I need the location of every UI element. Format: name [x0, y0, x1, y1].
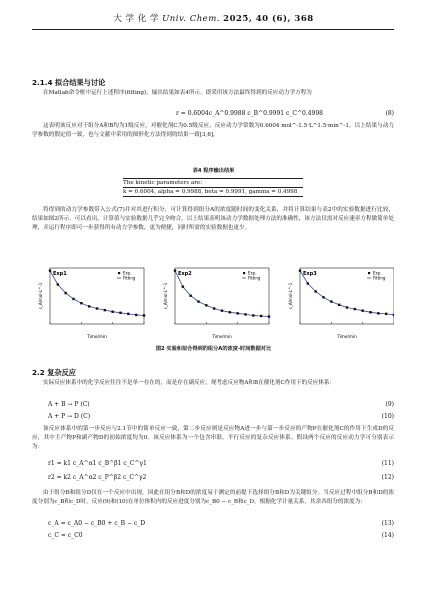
exp-point	[260, 315, 262, 317]
paragraph-fit-intro: 在Matlab命令框中运行上述程序(fitting)，输出结果如表4所示。即采用该方法最终得到的反应动力学方程为	[43, 90, 312, 96]
exp-point	[369, 311, 371, 313]
x-axis-label: Time/min	[212, 334, 232, 339]
exp-point	[307, 282, 309, 284]
exp-point	[361, 309, 363, 311]
exp-point	[88, 305, 90, 307]
equation-13: c_A = c_A0 − c_B0 + c_B − c_D	[48, 520, 146, 527]
panel-label: Exp3	[303, 271, 317, 277]
exp-point	[205, 304, 207, 306]
y-axis-label: c_A/mol·L^-1	[163, 282, 168, 310]
x-axis-label: Time/min	[337, 334, 357, 339]
legend-fit-label: Fitting	[123, 275, 136, 281]
journal-name-en: Univ. Chem.	[162, 14, 220, 24]
exp-point	[174, 269, 176, 271]
legend-exp-label: Exp.	[123, 270, 132, 276]
exp-point	[221, 309, 223, 311]
legend-exp-label: Exp.	[373, 270, 382, 276]
exp-point	[338, 304, 340, 306]
exp-point	[96, 307, 98, 309]
panel-label: Exp1	[53, 271, 67, 277]
paragraph-figure-discussion: 将得到的动力学参数带入公式(7)并对其进行积分，可计算得到组分A的浓度随时间的变化关系，并将计算结果与表2中的实验数据进行比较，结果如图2所示。可以看出，计算值与实验数据几乎完全吻合。以上结果表明该动力学数据处理方法的准确性，该方法仅需对反应速率方程做简单处理，并运行程序即可一步获得所有动力学参数，更为便捷，同时所需的实验数据也更少。	[32, 207, 394, 231]
equation-8	[176, 110, 323, 117]
exp-point	[385, 313, 387, 315]
exp-point	[189, 295, 191, 297]
exp-point	[197, 300, 199, 302]
exp-point	[143, 314, 145, 316]
exp-point	[229, 311, 231, 313]
panel-label: Exp2	[178, 271, 192, 277]
paragraph-fit-result: 这表明该反应对于组分A和B均为1级反应，对催化剂C为0.5级反应，反应动力学常数为0.6004 mol^-1.5·L^1.5·min^-1。以上结果与动力学参数的假定值一致，也与文献中采用的图形化方法得到的结果一致[3,6]。	[32, 123, 394, 138]
paragraph-complex-kinetics: 该反应体系中的第一步反应与2.1节中的简单反应一致，第二步反应则是反应物A进一步与第一步反应的产物P在催化剂C的作用下生成D的反应，其中主产物P和副产物D的初始浓度均为0。该反应体系为一个包含串联、平行反应的复杂反应体系。假设两个反应的反应动力学可分别表示为：	[32, 426, 394, 450]
table-4-line-1: The kinetic parameters are:	[123, 178, 303, 188]
legend-exp-marker	[243, 272, 245, 274]
equation-13-number: (13)	[381, 520, 394, 527]
exp-point	[119, 312, 121, 314]
legend-fit-label: Fitting	[248, 275, 261, 281]
exp-point	[57, 283, 59, 285]
equation-12: r2 = k2 c_A^α2 c_P^β2 c_C^γ2	[48, 474, 147, 481]
figure-2-plots	[32, 264, 394, 342]
exp-point	[127, 313, 129, 315]
equation-12-number: (12)	[381, 474, 394, 481]
exp-point	[299, 269, 301, 271]
running-header	[0, 12, 427, 24]
equation-11: r1 = k1 c_A^α1 c_B^β1 c_C^γ1	[48, 460, 147, 467]
exp-point	[80, 302, 82, 304]
figure-2	[32, 264, 394, 342]
equation-9-number: (9)	[385, 401, 394, 408]
exp-point	[64, 292, 66, 294]
equation-8-text: r = 0.6004c_A^0.9988 c_B^0.9991 c_C^0.4998	[176, 110, 323, 117]
y-axis-label: c_A/mol·L^-1	[288, 282, 293, 310]
legend-fit-label: Fitting	[373, 275, 386, 281]
exp-point	[322, 296, 324, 298]
x-axis-label: Time/min	[87, 334, 107, 339]
equation-11-number: (11)	[381, 460, 394, 467]
section-title-2-1-4: 2.1.4 拟合结果与讨论	[32, 78, 106, 87]
y-axis-label: c_A/mol·L^-1	[38, 282, 43, 310]
exp-point	[314, 290, 316, 292]
citation: 2025, 40 (6), 368	[223, 14, 314, 24]
exp-point	[330, 300, 332, 302]
exp-point	[244, 313, 246, 315]
exp-point	[182, 285, 184, 287]
exp-point	[236, 312, 238, 314]
exp-point	[213, 307, 215, 309]
equation-8-number: (8)	[385, 110, 394, 117]
table-4-line-2: k = 0.6004, alpha = 0.9988, beta = 0.9991, gamma = 0.4998	[123, 188, 303, 197]
exp-point	[268, 315, 270, 317]
table-4-caption: 表4 程序输出结果	[192, 168, 235, 174]
paragraph-complex-intro: 实际反应体系中的化学反应往往不是单一存在的，而是存在副反应，现考虑反应物A和B在催化剂C作用下的反应体系：	[43, 380, 336, 386]
exp-point	[135, 314, 137, 316]
equation-14-number: (14)	[381, 532, 394, 539]
equation-10: A + P → D (C)	[48, 413, 91, 420]
section-title-2-2: 2.2 复杂反应	[32, 368, 76, 377]
table-4	[123, 178, 303, 197]
header-rule	[32, 29, 394, 30]
legend-exp-marker	[118, 272, 120, 274]
equation-9: A + B → P (C)	[48, 401, 90, 408]
equation-14: c_C = c_C0	[48, 532, 83, 539]
exp-point	[72, 298, 74, 300]
equation-10-number: (10)	[381, 413, 394, 420]
figure-2-caption: 图2 实验和拟合得到的组分A的浓度-时间数据对比	[155, 346, 272, 352]
legend-exp-marker	[368, 272, 370, 274]
exp-point	[252, 314, 254, 316]
exp-point	[377, 312, 379, 314]
paragraph-key-components: 由于组分B和组分D仅在一个反应中出现，因此在组分B和D的浓度易于测定的前提下选择组分B和D为关键组分。当反应过程中组分B和D的浓度分别为c_B和c_D时，反应(9)和(10)在单位体积内的反应进度分别为c_B0 − c_B和c_D。根据化学计量关系，其余各组分的浓度为：	[32, 490, 394, 505]
exp-point	[111, 311, 113, 313]
exp-point	[104, 309, 106, 311]
legend-exp-label: Exp.	[248, 270, 257, 276]
journal-name-cn: 大 学 化 学	[113, 14, 159, 24]
exp-point	[49, 269, 51, 271]
exp-point	[354, 308, 356, 310]
exp-point	[346, 306, 348, 308]
exp-point	[393, 314, 394, 316]
